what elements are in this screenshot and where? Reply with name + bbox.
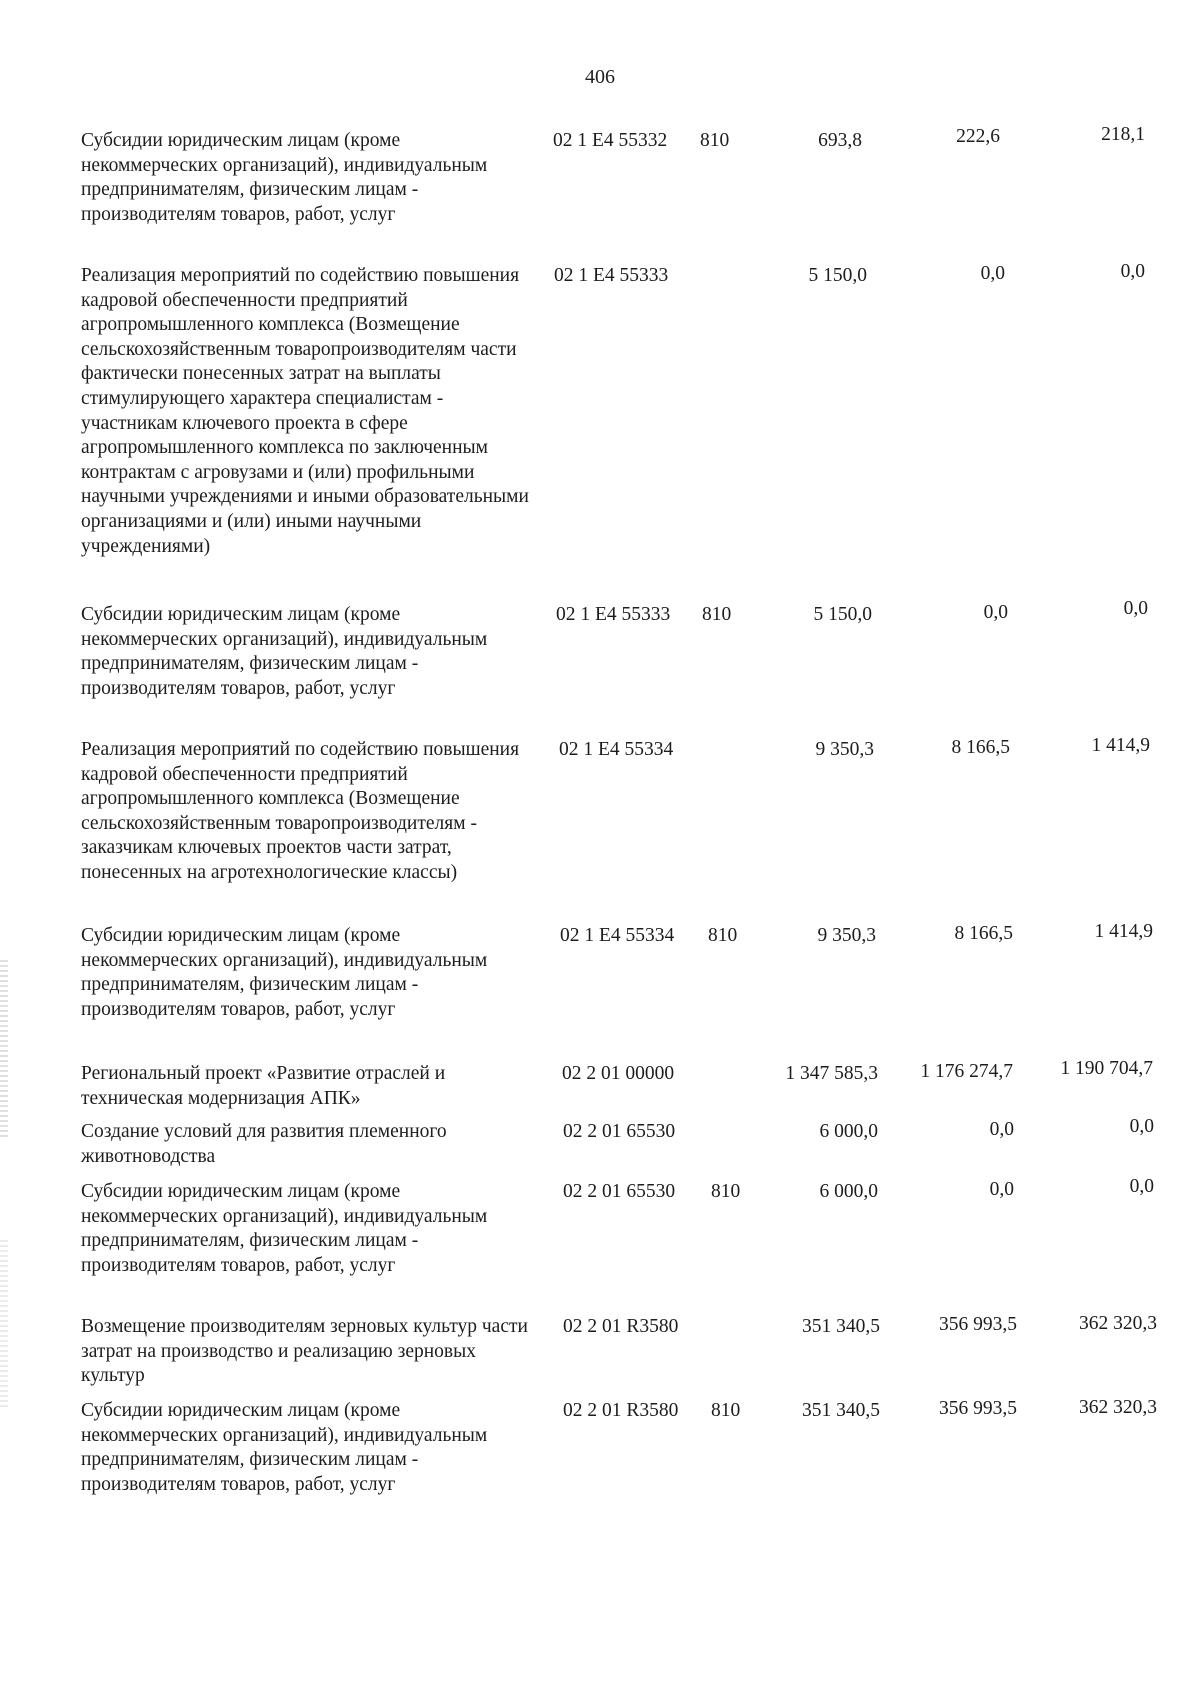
row-code: 02 2 01 R3580 [563,1400,679,1421]
row-code: 02 1 E4 55333 [554,265,669,286]
row-amount-year-3: 362 320,3 [1079,1397,1157,1418]
row-code: 02 2 01 65530 [563,1121,676,1142]
row-expense-type: 810 [711,1181,741,1202]
row-code: 02 1 E4 55332 [553,130,668,151]
row-description: Региональный проект «Развитие отраслей и техническая модернизация АПК» [81,1063,446,1109]
row-amount-year-2: 8 166,5 [954,923,1013,944]
row-description: Создание условий для развития племенного животноводства [81,1121,447,1167]
row-code: 02 2 01 65530 [563,1181,676,1202]
scan-artifact [0,960,8,1140]
row-code: 02 1 E4 55333 [556,604,671,625]
row-expense-type: 810 [711,1400,741,1421]
row-amount-year-1: 5 150,0 [808,265,867,286]
row-amount-year-1: 1 347 585,3 [785,1063,878,1084]
row-expense-type: 810 [708,925,738,946]
row-amount-year-3: 1 414,9 [1091,735,1150,756]
row-amount-year-1: 6 000,0 [819,1181,878,1202]
row-amount-year-3: 218,1 [1101,124,1145,145]
row-amount-year-2: 8 166,5 [951,737,1010,758]
row-amount-year-3: 0,0 [1129,1176,1154,1197]
row-amount-year-3: 0,0 [1129,1116,1154,1137]
page-number: 406 [585,66,615,88]
row-amount-year-1: 9 350,3 [817,925,876,946]
row-description: Субсидии юридическим лицам (кроме некоммерческих организаций), индивидуальным предпринимателям, физическим лицам - производителям товаров, работ, услуг [81,925,488,1020]
row-code: 02 2 01 R3580 [563,1316,679,1337]
row-amount-year-3: 1 414,9 [1094,921,1153,942]
row-code: 02 2 01 00000 [562,1063,675,1084]
row-amount-year-1: 351 340,5 [802,1400,880,1421]
row-amount-year-2: 0,0 [989,1119,1014,1140]
row-amount-year-1: 5 150,0 [813,604,872,625]
row-description: Субсидии юридическим лицам (кроме некоммерческих организаций), индивидуальным предпринимателям, физическим лицам - производителям товаров, работ, услуг [81,1400,488,1495]
row-expense-type: 810 [700,130,730,151]
row-description: Реализация мероприятий по содействию повышения кадровой обеспеченности предприятий агропромышленного комплекса (Возмещение сельскохозяйственным товаропроизводителям - заказчикам ключевых проектов части затрат, понесенных на агротехнологические классы) [81,739,520,883]
row-description: Субсидии юридическим лицам (кроме некоммерческих организаций), индивидуальным предпринимателям, физическим лицам - производителям товаров, работ, услуг [81,1181,488,1276]
row-amount-year-2: 356 993,5 [939,1314,1017,1335]
row-description: Возмещение производителям зерновых культур части затрат на производство и реализацию зерновых культур [81,1316,528,1387]
row-amount-year-2: 0,0 [989,1179,1014,1200]
row-code: 02 1 E4 55334 [560,925,675,946]
row-amount-year-2: 0,0 [980,263,1005,284]
row-amount-year-1: 6 000,0 [819,1121,878,1142]
row-amount-year-3: 362 320,3 [1079,1313,1157,1334]
row-description: Субсидии юридическим лицам (кроме некоммерческих организаций), индивидуальным предпринимателям, физическим лицам - производителям товаров, работ, услуг [81,130,488,225]
row-amount-year-2: 1 176 274,7 [920,1061,1013,1082]
row-amount-year-3: 0,0 [1120,261,1145,282]
row-amount-year-2: 0,0 [983,602,1008,623]
row-amount-year-3: 1 190 704,7 [1060,1058,1153,1079]
row-amount-year-2: 356 993,5 [939,1398,1017,1419]
row-code: 02 1 E4 55334 [559,739,674,760]
row-amount-year-1: 9 350,3 [815,739,874,760]
row-expense-type: 810 [702,604,732,625]
row-amount-year-3: 0,0 [1123,598,1148,619]
row-description: Субсидии юридическим лицам (кроме некоммерческих организаций), индивидуальным предпринимателям, физическим лицам - производителям товаров, работ, услуг [81,604,488,699]
row-amount-year-1: 351 340,5 [802,1316,880,1337]
row-amount-year-2: 222,6 [956,126,1000,147]
row-description: Реализация мероприятий по содействию повышения кадровой обеспеченности предприятий агропромышленного комплекса (Возмещение сельскохозяйственным товаропроизводителям части фактически понесенных затрат на выплаты стимулирующего характера специалистам - участникам ключевого проекта в сфере агропромышленного комплекса по заключенным контрактам с агровузами и (или) профильными научными учреждениями и иными образовательными организациями и (или) иными научными учреждениями) [81,265,529,557]
row-amount-year-1: 693,8 [818,130,862,151]
scan-artifact [0,1240,8,1410]
